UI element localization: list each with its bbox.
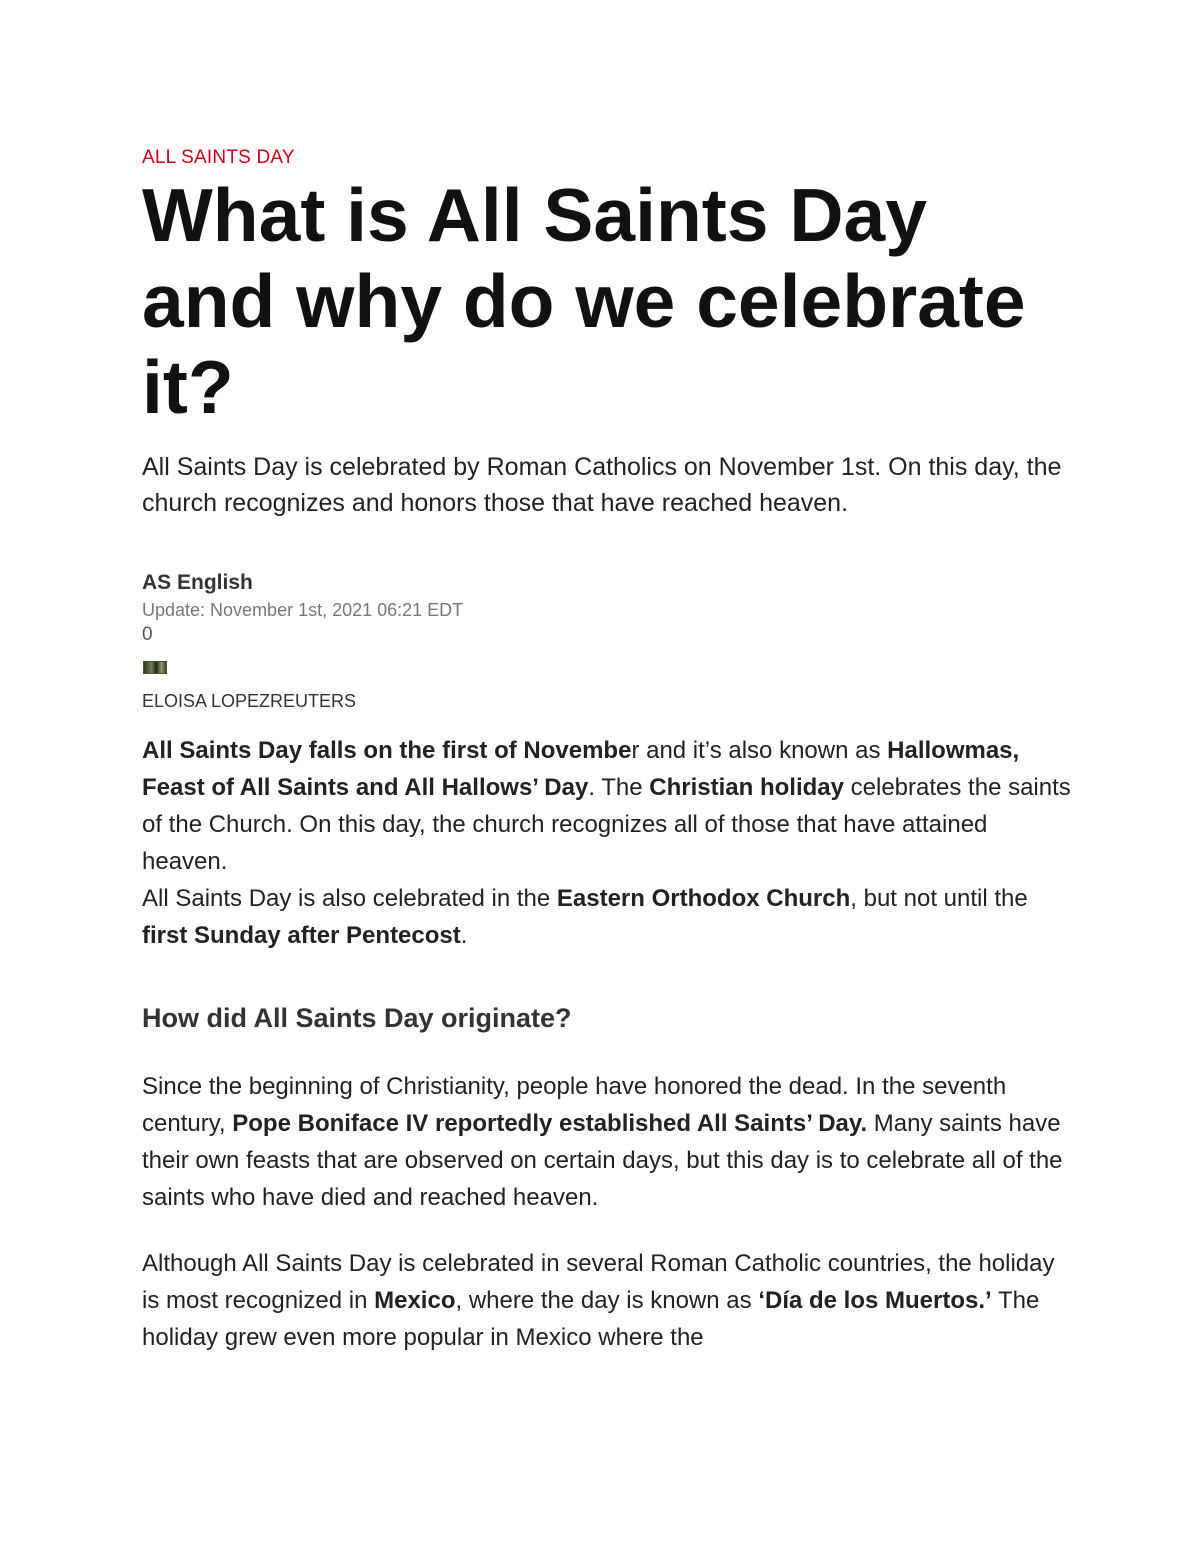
- bold-text: Eastern Orthodox Church: [556, 885, 851, 912]
- body-text: All Saints Day is also celebrated in the: [142, 885, 557, 912]
- bold-text: Hallowmas, Feast of All Saints and All Hallows’ Day: [142, 737, 1020, 801]
- section-subheading: How did All Saints Day originate?: [142, 1003, 572, 1033]
- body-text: Many saints have their own feasts that are observed on certain days, but this day is to celebrate all of the saints who have died and reached heaven.: [142, 1110, 1063, 1211]
- body-text: Although All Saints Day is celebrated in several Roman Catholic countries, the holiday is most recognized in: [142, 1250, 1055, 1314]
- body-text: Since the beginning of Christianity, people have honored the dead. In the seventh century,: [142, 1073, 1007, 1137]
- photo-credit: ELOISA LOPEZREUTERS: [142, 691, 357, 711]
- body-text: , but not until the: [850, 885, 1028, 912]
- article-dek: All Saints Day is celebrated by Roman Catholics on November 1st. On this day, the church recognizes and honors those that have reached heaven.: [142, 453, 1062, 517]
- section-kicker[interactable]: ALL SAINTS DAY: [142, 147, 295, 168]
- body-text: , where the day is known as: [455, 1287, 759, 1314]
- photo-thumbnail[interactable]: [143, 661, 167, 674]
- bold-text: Christian holiday: [649, 774, 844, 801]
- bold-text: Pope Boniface IV reportedly established All Saints’ Day.: [232, 1110, 868, 1137]
- body-paragraph-2: [142, 1068, 1072, 1216]
- bold-text: ‘Día de los Muertos.’: [758, 1287, 992, 1314]
- body-text: celebrates the saints of the Church. On this day, the church recognizes all of those that have attained heaven.: [142, 774, 1071, 875]
- body-text: r and it’s also known as: [631, 737, 888, 764]
- comments-count[interactable]: 0: [142, 624, 153, 645]
- body-paragraph-3: [142, 1245, 1072, 1356]
- bold-text: Mexico: [374, 1287, 456, 1314]
- body-paragraph-1: [142, 732, 1072, 954]
- bold-text: All Saints Day falls on the first of Novembe: [142, 737, 632, 764]
- body-text: . The: [588, 774, 650, 801]
- source-name[interactable]: AS English: [142, 571, 253, 594]
- bold-text: first Sunday after Pentecost: [142, 922, 461, 949]
- body-text: .: [460, 922, 468, 949]
- article-headline: What is All Saints Day and why do we celebrate it?: [142, 173, 1026, 429]
- update-timestamp: Update: November 1st, 2021 06:21 EDT: [142, 600, 464, 620]
- body-text: The holiday grew even more popular in Mexico where the: [142, 1287, 1040, 1351]
